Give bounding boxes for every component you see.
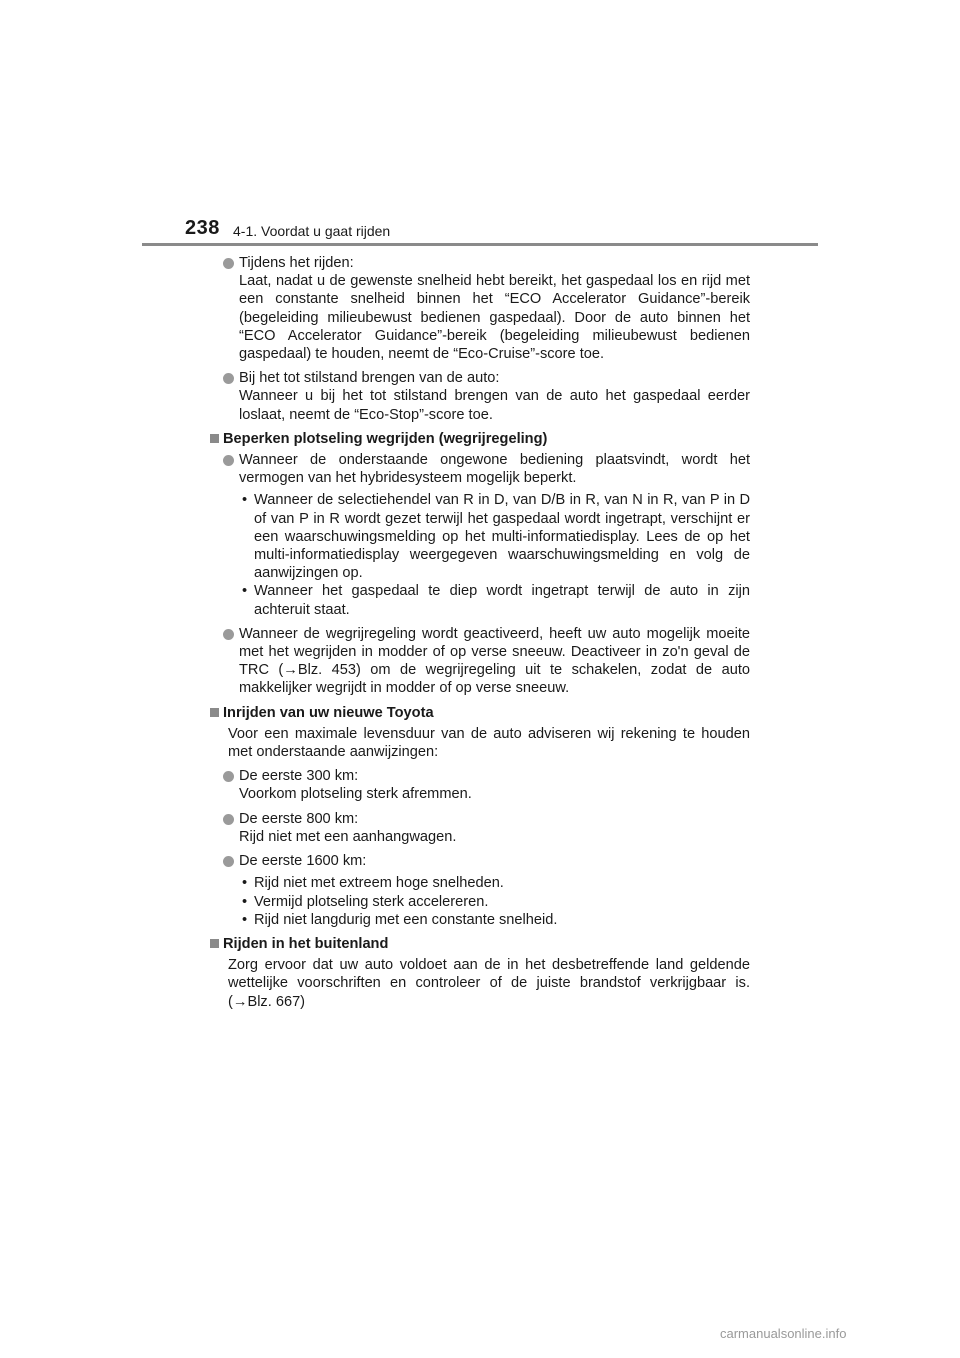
bullet-dot-icon — [223, 629, 234, 640]
bullet-text: Wanneer de onderstaande ongewone bediening plaatsvindt, wordt het vermogen van het hybridesysteem mogelijk beperkt. — [239, 452, 750, 487]
bullet-dot-icon — [223, 455, 234, 466]
sub-list-text: Rijd niet met extreem hoge snelheden. — [254, 875, 504, 892]
paragraph: Voor een maximale levensduur van de auto adviseren wij rekening te houden met onderstaande aanwijzingen: — [228, 725, 750, 761]
dot-marker-icon: • — [242, 583, 248, 600]
sub-list — [210, 874, 750, 929]
square-icon — [210, 708, 219, 717]
section-title: 4-1. Voordat u gaat rijden — [233, 223, 391, 239]
sub-list-item — [210, 491, 750, 582]
square-icon — [210, 434, 219, 443]
bullet-title: Tijdens het rijden: — [239, 255, 354, 271]
dot-marker-icon: • — [242, 893, 248, 910]
sub-list — [210, 491, 750, 618]
bullet-text: Wanneer u bij het tot stilstand brengen van de auto het gaspedaal eerder loslaat, neemt de “Eco-Stop”-score toe. — [239, 388, 750, 423]
bullet-dot-icon — [223, 771, 234, 782]
bullet-text: Laat, nadat u de gewenste snelheid hebt bereikt, het gaspedaal los en rijd met een constante snelheid binnen het “ECO Accelerator Guidance”-bereik (begeleiding milieubewust bedienen gaspedaal). Door de auto binnen het “ECO Accelerator Guidance”-bereik (begeleiding milieubewust bedienen gaspedaal) te houden, neemt de “Eco-Cruise”-score toe. — [239, 273, 750, 363]
square-icon — [210, 939, 219, 948]
sub-list-text: Wanneer het gaspedaal te diep wordt ingetrapt terwijl de auto in zijn achteruit staat. — [254, 583, 750, 618]
section-heading — [210, 704, 750, 722]
bullet-item — [210, 767, 750, 803]
bullet-dot-icon — [223, 814, 234, 825]
sub-list-item — [210, 874, 750, 892]
dot-marker-icon: • — [242, 492, 248, 509]
page-content — [210, 254, 750, 1017]
sub-list-item — [210, 582, 750, 618]
bullet-item — [210, 451, 750, 487]
watermark-text: carmanualsonline.info — [720, 1326, 847, 1341]
section-heading — [210, 430, 750, 448]
dot-marker-icon: • — [242, 911, 248, 928]
bullet-dot-icon — [223, 258, 234, 269]
bullet-item — [210, 852, 750, 870]
bullet-text: Voorkom plotseling sterk afremmen. — [239, 786, 472, 803]
bullet-dot-icon — [223, 373, 234, 384]
sub-list-text: Rijd niet langdurig met een constante snelheid. — [254, 911, 558, 928]
section-heading-text: Rijden in het buitenland — [223, 935, 389, 952]
bullet-text: Rijd niet met een aanhangwagen. — [239, 828, 457, 845]
bullet-title: De eerste 800 km: — [239, 810, 359, 827]
sub-list-text: Wanneer de selectiehendel van R in D, van D/B in R, van N in R, van P in D of van P in R wordt gezet terwijl het gaspedaal wordt ingetrapt, verschijnt er een waarschuwingsmelding op het multi-informatiedisplay. Lees de op het multi-informatiedisplay weergegeven waarschuwingsmelding en volg de aanwijzingen op. — [254, 492, 750, 582]
page-number: 238 — [185, 217, 220, 239]
sub-list-item — [210, 893, 750, 911]
bullet-item — [210, 254, 750, 363]
dot-marker-icon: • — [242, 875, 248, 892]
bullet-title: De eerste 300 km: — [239, 768, 359, 785]
bullet-title: Bij het tot stilstand brengen van de auto: — [239, 370, 500, 387]
sub-list-text: Vermijd plotseling sterk accelereren. — [254, 893, 489, 910]
bullet-item — [210, 625, 750, 698]
bullet-text: Wanneer de wegrijregeling wordt geactiveerd, heeft uw auto mogelijk moeite met het wegrijden in modder of op verse sneeuw. Deactiveer in zo'n geval de TRC (→Blz. 453) om de wegrijregeling uit te schakelen, zodat de auto makkelijker wegrijdt in modder of op verse sneeuw. — [239, 625, 750, 697]
section-heading — [210, 935, 750, 953]
bullet-title: De eerste 1600 km: — [239, 853, 367, 870]
header-rule — [142, 243, 818, 246]
section-heading-text: Inrijden van uw nieuwe Toyota — [223, 704, 434, 721]
bullet-dot-icon — [223, 856, 234, 867]
paragraph: Zorg ervoor dat uw auto voldoet aan de in het desbetreffende land geldende wettelijke voorschriften en controleer of de juiste brandstof verkrijgbaar is. (→Blz. 667) — [228, 957, 750, 1010]
bullet-item — [210, 369, 750, 424]
bullet-item — [210, 810, 750, 846]
section-heading-text: Beperken plotseling wegrijden (wegrijregeling) — [223, 430, 548, 447]
sub-list-item — [210, 911, 750, 929]
